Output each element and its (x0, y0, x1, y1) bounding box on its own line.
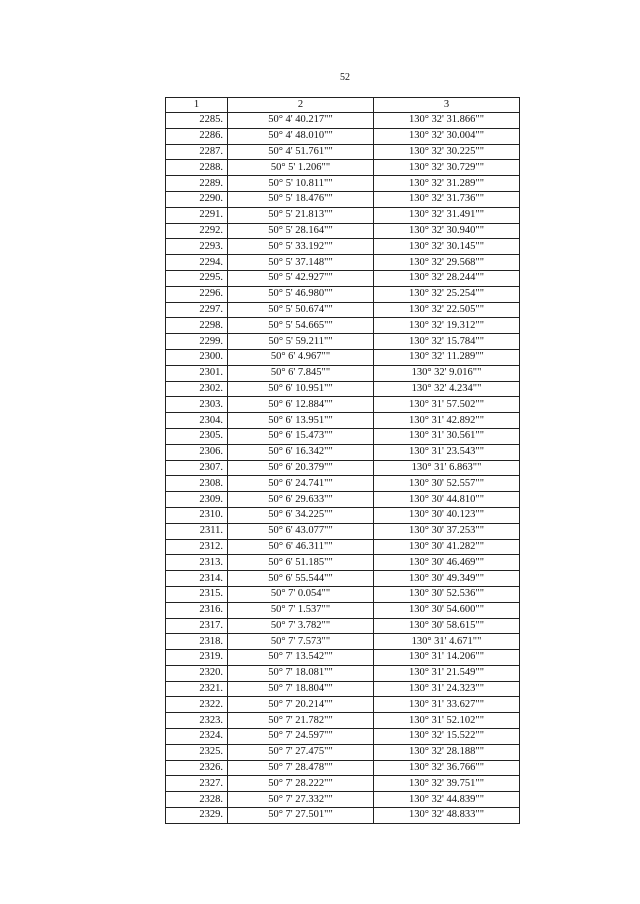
longitude-cell: 130° 32' 28.244"" (374, 270, 520, 286)
latitude-cell: 50° 7' 24.597"" (228, 729, 374, 745)
point-number-cell: 2323. (166, 713, 228, 729)
longitude-cell: 130° 32' 30.004"" (374, 128, 520, 144)
point-number-cell: 2307. (166, 460, 228, 476)
longitude-cell: 130° 32' 31.491"" (374, 207, 520, 223)
longitude-cell: 130° 32' 30.940"" (374, 223, 520, 239)
point-number-cell: 2328. (166, 792, 228, 808)
point-number-cell: 2308. (166, 476, 228, 492)
longitude-cell: 130° 31' 42.892"" (374, 413, 520, 429)
table-row (166, 460, 520, 476)
table-row (166, 428, 520, 444)
longitude-cell: 130° 31' 14.206"" (374, 650, 520, 666)
longitude-cell: 130° 30' 52.557"" (374, 476, 520, 492)
longitude-cell: 130° 32' 31.736"" (374, 191, 520, 207)
point-number-cell: 2299. (166, 334, 228, 350)
latitude-cell: 50° 4' 40.217"" (228, 113, 374, 129)
longitude-cell: 130° 32' 19.312"" (374, 318, 520, 334)
table-row (166, 381, 520, 397)
point-number-cell: 2286. (166, 128, 228, 144)
point-number-cell: 2327. (166, 776, 228, 792)
point-number-cell: 2314. (166, 571, 228, 587)
longitude-cell: 130° 32' 15.522"" (374, 729, 520, 745)
latitude-cell: 50° 5' 46.980"" (228, 286, 374, 302)
point-number-cell: 2298. (166, 318, 228, 334)
point-number-cell: 2291. (166, 207, 228, 223)
table-row (166, 760, 520, 776)
latitude-cell: 50° 7' 3.782"" (228, 618, 374, 634)
table-row (166, 697, 520, 713)
table-row (166, 160, 520, 176)
point-number-cell: 2320. (166, 665, 228, 681)
table-row (166, 476, 520, 492)
longitude-cell: 130° 32' 29.568"" (374, 255, 520, 271)
point-number-cell: 2293. (166, 239, 228, 255)
latitude-cell: 50° 6' 13.951"" (228, 413, 374, 429)
latitude-cell: 50° 6' 7.845"" (228, 365, 374, 381)
point-number-cell: 2309. (166, 492, 228, 508)
longitude-cell: 130° 30' 49.349"" (374, 571, 520, 587)
table-row (166, 223, 520, 239)
latitude-cell: 50° 7' 13.542"" (228, 650, 374, 666)
latitude-cell: 50° 5' 28.164"" (228, 223, 374, 239)
table-row (166, 176, 520, 192)
latitude-cell: 50° 5' 37.148"" (228, 255, 374, 271)
longitude-cell: 130° 30' 46.469"" (374, 555, 520, 571)
point-number-cell: 2326. (166, 760, 228, 776)
latitude-cell: 50° 7' 20.214"" (228, 697, 374, 713)
longitude-cell: 130° 32' 28.188"" (374, 744, 520, 760)
point-number-cell: 2306. (166, 444, 228, 460)
table-row (166, 302, 520, 318)
table-row (166, 681, 520, 697)
latitude-cell: 50° 6' 4.967"" (228, 349, 374, 365)
column-header-2: 2 (228, 98, 374, 113)
longitude-cell: 130° 32' 22.505"" (374, 302, 520, 318)
longitude-cell: 130° 32' 30.729"" (374, 160, 520, 176)
longitude-cell: 130° 31' 57.502"" (374, 397, 520, 413)
longitude-cell: 130° 32' 31.866"" (374, 113, 520, 129)
point-number-cell: 2305. (166, 428, 228, 444)
table-row (166, 555, 520, 571)
longitude-cell: 130° 30' 44.810"" (374, 492, 520, 508)
table-header-row (166, 98, 520, 113)
table-row (166, 523, 520, 539)
table-row (166, 286, 520, 302)
latitude-cell: 50° 4' 51.761"" (228, 144, 374, 160)
longitude-cell: 130° 32' 25.254"" (374, 286, 520, 302)
table-row (166, 507, 520, 523)
table-row (166, 713, 520, 729)
latitude-cell: 50° 7' 1.537"" (228, 602, 374, 618)
latitude-cell: 50° 6' 16.342"" (228, 444, 374, 460)
point-number-cell: 2296. (166, 286, 228, 302)
table-row (166, 729, 520, 745)
latitude-cell: 50° 6' 29.633"" (228, 492, 374, 508)
longitude-cell: 130° 30' 41.282"" (374, 539, 520, 555)
point-number-cell: 2313. (166, 555, 228, 571)
longitude-cell: 130° 32' 15.784"" (374, 334, 520, 350)
table-row (166, 492, 520, 508)
table-row (166, 113, 520, 129)
latitude-cell: 50° 5' 50.674"" (228, 302, 374, 318)
longitude-cell: 130° 32' 48.833"" (374, 808, 520, 824)
table-row (166, 634, 520, 650)
latitude-cell: 50° 7' 18.081"" (228, 665, 374, 681)
table-body (166, 113, 520, 824)
longitude-cell: 130° 31' 23.543"" (374, 444, 520, 460)
latitude-cell: 50° 6' 24.741"" (228, 476, 374, 492)
longitude-cell: 130° 31' 33.627"" (374, 697, 520, 713)
point-number-cell: 2303. (166, 397, 228, 413)
table-row (166, 365, 520, 381)
point-number-cell: 2297. (166, 302, 228, 318)
point-number-cell: 2285. (166, 113, 228, 129)
latitude-cell: 50° 7' 27.332"" (228, 792, 374, 808)
point-number-cell: 2322. (166, 697, 228, 713)
longitude-cell: 130° 31' 30.561"" (374, 428, 520, 444)
point-number-cell: 2318. (166, 634, 228, 650)
point-number-cell: 2312. (166, 539, 228, 555)
table-row (166, 444, 520, 460)
latitude-cell: 50° 4' 48.010"" (228, 128, 374, 144)
table-row (166, 571, 520, 587)
table-row (166, 334, 520, 350)
point-number-cell: 2294. (166, 255, 228, 271)
point-number-cell: 2325. (166, 744, 228, 760)
longitude-cell: 130° 32' 11.289"" (374, 349, 520, 365)
point-number-cell: 2316. (166, 602, 228, 618)
longitude-cell: 130° 32' 31.289"" (374, 176, 520, 192)
latitude-cell: 50° 7' 28.222"" (228, 776, 374, 792)
table-row (166, 255, 520, 271)
latitude-cell: 50° 7' 21.782"" (228, 713, 374, 729)
latitude-cell: 50° 7' 27.475"" (228, 744, 374, 760)
longitude-cell: 130° 30' 40.123"" (374, 507, 520, 523)
table-row (166, 413, 520, 429)
point-number-cell: 2301. (166, 365, 228, 381)
table-row (166, 128, 520, 144)
latitude-cell: 50° 7' 27.501"" (228, 808, 374, 824)
latitude-cell: 50° 6' 46.311"" (228, 539, 374, 555)
point-number-cell: 2311. (166, 523, 228, 539)
latitude-cell: 50° 6' 20.379"" (228, 460, 374, 476)
longitude-cell: 130° 31' 21.549"" (374, 665, 520, 681)
latitude-cell: 50° 5' 1.206"" (228, 160, 374, 176)
page-number: 52 (340, 72, 350, 83)
table-row (166, 191, 520, 207)
latitude-cell: 50° 6' 12.884"" (228, 397, 374, 413)
longitude-cell: 130° 32' 9.016"" (374, 365, 520, 381)
table-row (166, 792, 520, 808)
point-number-cell: 2329. (166, 808, 228, 824)
point-number-cell: 2289. (166, 176, 228, 192)
latitude-cell: 50° 7' 28.478"" (228, 760, 374, 776)
table-row (166, 144, 520, 160)
longitude-cell: 130° 31' 24.323"" (374, 681, 520, 697)
latitude-cell: 50° 5' 18.476"" (228, 191, 374, 207)
longitude-cell: 130° 31' 52.102"" (374, 713, 520, 729)
point-number-cell: 2317. (166, 618, 228, 634)
latitude-cell: 50° 6' 51.185"" (228, 555, 374, 571)
longitude-cell: 130° 32' 44.839"" (374, 792, 520, 808)
point-number-cell: 2292. (166, 223, 228, 239)
table-row (166, 207, 520, 223)
point-number-cell: 2302. (166, 381, 228, 397)
latitude-cell: 50° 6' 55.544"" (228, 571, 374, 587)
point-number-cell: 2324. (166, 729, 228, 745)
latitude-cell: 50° 5' 33.192"" (228, 239, 374, 255)
coordinates-table (165, 97, 520, 824)
longitude-cell: 130° 30' 37.253"" (374, 523, 520, 539)
latitude-cell: 50° 5' 59.211"" (228, 334, 374, 350)
table-row (166, 397, 520, 413)
longitude-cell: 130° 32' 39.751"" (374, 776, 520, 792)
point-number-cell: 2310. (166, 507, 228, 523)
column-header-1: 1 (166, 98, 228, 113)
latitude-cell: 50° 6' 15.473"" (228, 428, 374, 444)
point-number-cell: 2287. (166, 144, 228, 160)
latitude-cell: 50° 6' 10.951"" (228, 381, 374, 397)
table-row (166, 650, 520, 666)
longitude-cell: 130° 32' 4.234"" (374, 381, 520, 397)
longitude-cell: 130° 31' 4.671"" (374, 634, 520, 650)
table-row (166, 539, 520, 555)
point-number-cell: 2315. (166, 586, 228, 602)
table-row (166, 270, 520, 286)
column-header-3: 3 (374, 98, 520, 113)
longitude-cell: 130° 30' 58.615"" (374, 618, 520, 634)
point-number-cell: 2295. (166, 270, 228, 286)
point-number-cell: 2290. (166, 191, 228, 207)
table-row (166, 744, 520, 760)
latitude-cell: 50° 5' 54.665"" (228, 318, 374, 334)
latitude-cell: 50° 5' 21.813"" (228, 207, 374, 223)
longitude-cell: 130° 32' 36.766"" (374, 760, 520, 776)
table-row (166, 665, 520, 681)
point-number-cell: 2304. (166, 413, 228, 429)
table-row (166, 808, 520, 824)
table-row (166, 602, 520, 618)
longitude-cell: 130° 30' 54.600"" (374, 602, 520, 618)
table-row (166, 349, 520, 365)
point-number-cell: 2321. (166, 681, 228, 697)
longitude-cell: 130° 30' 52.536"" (374, 586, 520, 602)
point-number-cell: 2288. (166, 160, 228, 176)
table-row (166, 618, 520, 634)
table-row (166, 239, 520, 255)
latitude-cell: 50° 7' 18.804"" (228, 681, 374, 697)
table-row (166, 586, 520, 602)
table-row (166, 318, 520, 334)
latitude-cell: 50° 6' 43.077"" (228, 523, 374, 539)
point-number-cell: 2300. (166, 349, 228, 365)
point-number-cell: 2319. (166, 650, 228, 666)
longitude-cell: 130° 32' 30.145"" (374, 239, 520, 255)
latitude-cell: 50° 6' 34.225"" (228, 507, 374, 523)
table-row (166, 776, 520, 792)
longitude-cell: 130° 31' 6.863"" (374, 460, 520, 476)
latitude-cell: 50° 5' 10.811"" (228, 176, 374, 192)
latitude-cell: 50° 7' 0.054"" (228, 586, 374, 602)
longitude-cell: 130° 32' 30.225"" (374, 144, 520, 160)
latitude-cell: 50° 7' 7.573"" (228, 634, 374, 650)
latitude-cell: 50° 5' 42.927"" (228, 270, 374, 286)
